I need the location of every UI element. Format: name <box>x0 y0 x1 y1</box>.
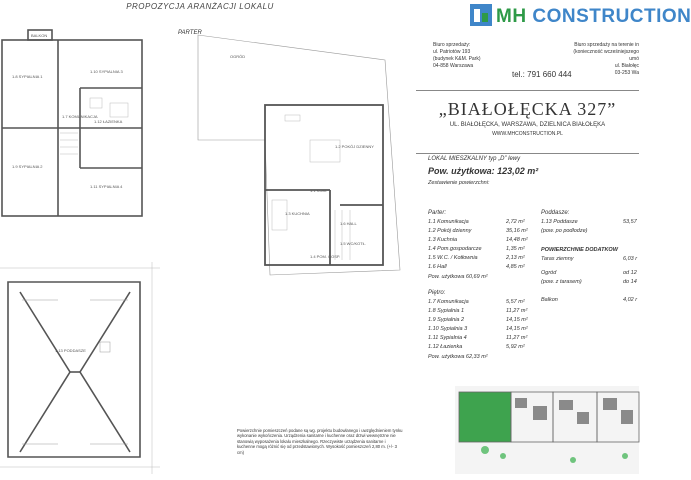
extra-panel <box>541 210 639 310</box>
room-name: 1.1 Komunikacja <box>428 219 469 225</box>
room-label: 1.6 HALL <box>340 221 357 226</box>
project-box <box>416 90 639 154</box>
room-label: 1.1 KOM. <box>310 188 327 193</box>
page-title: PROPOZYCJA ARANŻACJI LOKALU <box>126 2 274 11</box>
extra-name: Taras ziemny <box>541 256 574 262</box>
brand-name-mh: MH <box>496 6 527 27</box>
parter-total: Pow. użytkowa 60,69 m² <box>428 274 488 280</box>
site-office <box>570 42 639 77</box>
room-name: 1.8 Sypialnia 1 <box>428 308 465 314</box>
footnote: Powierzchnie pomieszczeń podane są wg. projektu budowlanego i uwzględnieniem tynku wykonanie wykończenia. Urządzenia sanitarne i kuchenne oraz drzwi wewnętrzne nie stanowią wyposażenia lokalu mieszkalnego. Rzeczywiste urządzenia sanitarne i kuchenne mogą różnić się od przedstawionych. Wysokość pomieszczeń 2,80 m. (+/- 3 cm) <box>237 428 403 455</box>
office-line: ul. Białołęc <box>614 63 639 69</box>
room-label: 1.7 KOMUNIKACJA <box>62 114 98 119</box>
room-label: 1.12 ŁAZIENKA <box>94 119 123 124</box>
phone-number: tel.: 791 660 444 <box>512 70 572 79</box>
extra-value: do 14 <box>623 279 637 285</box>
room-name: (pow. po podłodze) <box>541 228 588 234</box>
extra-value: 6,03 r <box>623 256 638 262</box>
office-line: Biuro sprzedaży: <box>433 42 471 48</box>
room-area: 5,57 m² <box>506 299 525 305</box>
room-area: 11,27 m² <box>506 308 528 314</box>
room-area: 14,48 m² <box>506 237 528 243</box>
extra-name: Balkon <box>541 297 558 303</box>
building-icon <box>470 4 492 26</box>
project-name: „BIAŁOŁĘCKA 327” <box>438 99 617 119</box>
room-label: BALKON <box>31 33 48 38</box>
room-name: 1.11 Sypialnia 4 <box>428 335 467 341</box>
room-name: 1.6 Hall <box>428 264 447 270</box>
room-name: 1.2 Pokój dzienny <box>428 228 472 234</box>
room-area: 14,15 m² <box>506 317 528 323</box>
room-area: 5,92 m² <box>506 344 525 350</box>
office-line: (konieczność wcześniejszego umó <box>573 49 639 62</box>
room-area: 53,57 <box>623 219 637 225</box>
room-area: 1,35 m² <box>506 246 525 252</box>
room-name: 1.7 Komunikacja <box>428 299 469 305</box>
sales-office <box>433 42 481 70</box>
pietro-list <box>428 299 533 369</box>
parter-list <box>428 219 533 289</box>
site-thumbnail <box>455 386 639 474</box>
unit-area: Pow. użytkowa: 123,02 m² <box>428 166 539 176</box>
room-label: 1.3 KUCHNIA <box>285 211 310 216</box>
extra-value: od 12 <box>623 270 637 276</box>
parter-label: PARTER <box>178 30 202 36</box>
room-area: 11,27 m² <box>506 335 528 341</box>
extra-name: (pow. z tarasem) <box>541 279 582 285</box>
room-label: 1.11 SYPIALNIA 4 <box>90 184 123 189</box>
room-label: 1.5 WC/KOTŁ. <box>340 241 367 246</box>
upper-floor-plan <box>0 28 150 228</box>
room-name: 1.9 Sypialnia 2 <box>428 317 465 323</box>
extra-value: 4,02 r <box>623 297 638 303</box>
extra-name: Ogród <box>541 270 557 276</box>
parter-title: Parter: <box>428 210 447 216</box>
office-line: 03-253 Wa <box>614 70 639 76</box>
room-area: 2,13 m² <box>506 255 525 261</box>
room-label: 1.8 SYPIALNIA 1 <box>12 74 43 79</box>
office-line: ul. Patriotów 193 <box>433 49 471 55</box>
ground-floor-plan <box>190 30 405 280</box>
room-name: 1.12 Łazienka <box>428 344 463 350</box>
room-label: OGRÓD <box>230 54 246 59</box>
pietro-title: Piętro: <box>428 290 446 296</box>
project-website: WWW.MHCONSTRUCTION.PL <box>492 131 563 137</box>
pietro-total: Pow. użytkowa 62,33 m² <box>428 354 488 360</box>
room-name: 1.4 Pom.gospodarcze <box>428 246 482 252</box>
room-name: 1.13 Poddasze <box>541 219 578 225</box>
unit-type: LOKAL MIESZKALNY typ „D” lewy <box>428 156 521 162</box>
office-line: Biuro sprzedaży na terenie in <box>574 42 639 48</box>
room-label: 1.9 SYPIALNIA 2 <box>12 164 43 169</box>
room-label: 1.2 POKÓJ DZIENNY <box>335 144 374 149</box>
room-name: 1.3 Kuchnia <box>428 237 458 243</box>
office-line: (budynek K&M. Park) <box>433 56 481 62</box>
room-area: 2,72 m² <box>506 219 525 225</box>
summary-label: Zestawienie powierzchni: <box>428 180 490 186</box>
room-area: 4,85 m² <box>506 264 525 270</box>
room-area: 14,15 m² <box>506 326 528 332</box>
brand-name-construction: CONSTRUCTION <box>526 6 691 27</box>
room-name: 1.5 W.C. / Kotłownia <box>428 255 478 261</box>
poddasze-title: Poddasze: <box>541 210 570 216</box>
room-label: 1.13 PODDASZE <box>55 348 86 353</box>
project-address: UL. BIAŁOŁĘCKA, WARSZAWA, DZIELNICA BIAŁOŁĘKA <box>449 122 606 128</box>
room-label: 1.4 POM. GOSP. <box>310 254 341 259</box>
extra-title: POWIERZCHNIE DODATKOW <box>541 247 618 253</box>
room-name: 1.10 Sypialnia 3 <box>428 326 468 332</box>
roof-plan <box>0 262 160 474</box>
room-label: 1.10 SYPIALNIA 3 <box>90 69 123 74</box>
room-area: 35,16 m² <box>506 228 528 234</box>
office-line: 04-858 Warszawa <box>433 63 474 69</box>
